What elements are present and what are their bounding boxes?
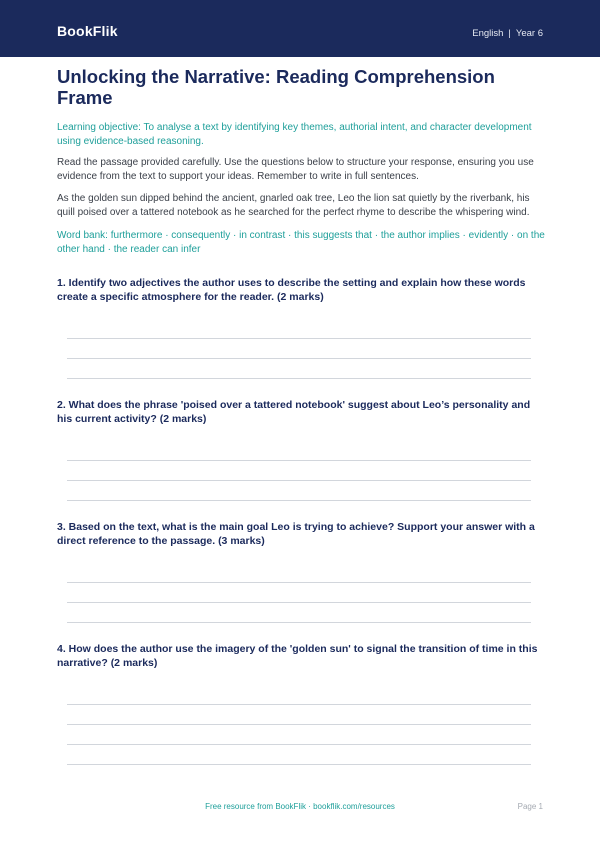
answer-line[interactable] — [67, 704, 531, 705]
answer-line[interactable] — [67, 480, 531, 481]
answer-line[interactable] — [67, 724, 531, 725]
answer-line[interactable] — [67, 500, 531, 501]
answer-line[interactable] — [67, 744, 531, 745]
answer-line[interactable] — [67, 358, 531, 359]
header-meta — [472, 28, 543, 39]
question-3: 3. Based on the text, what is the main goal Leo is trying to achieve? Support your answer with a direct reference to the passage. (3 marks) — [57, 521, 535, 547]
answer-line[interactable] — [67, 602, 531, 603]
page-number: Page 1 — [517, 802, 543, 811]
answer-line[interactable] — [67, 378, 531, 379]
reading-passage: As the golden sun dipped behind the ancient, gnarled oak tree, Leo the lion sat quietly by the riverbank, his quill poised over a tattered notebook as he searched for the perfect rhyme to describe the whispering wind. — [57, 193, 530, 218]
subject-label: English — [472, 28, 504, 39]
answer-line[interactable] — [67, 622, 531, 623]
learning-objective: Learning objective: To analyse a text by identifying key themes, authorial intent, and character development using evidence-based reasoning. — [57, 122, 532, 147]
answer-line[interactable] — [67, 460, 531, 461]
answer-line[interactable] — [67, 582, 531, 583]
question-4: 4. How does the author use the imagery of the 'golden sun' to signal the transition of time in this narrative? (2 marks) — [57, 643, 538, 669]
question-2: 2. What does the phrase 'poised over a tattered notebook' suggest about Leo’s personality and his current activity? (2 marks) — [57, 399, 531, 425]
footer-credit: Free resource from BookFlik · bookflik.com/resources — [205, 802, 395, 811]
meta-separator: | — [508, 28, 511, 39]
word-bank: Word bank: furthermore · consequently · in contrast · this suggests that · the author implies · evidently · on the other hand · the reader can infer — [57, 230, 545, 255]
worksheet-title: Unlocking the Narrative: Reading Comprehension Frame — [57, 66, 495, 108]
page-header — [0, 0, 600, 57]
question-1: 1. Identify two adjectives the author uses to describe the setting and explain how these words create a specific atmosphere for the reader. (2 marks) — [57, 277, 526, 303]
answer-line[interactable] — [67, 764, 531, 765]
year-label: Year 6 — [515, 28, 543, 39]
brand-logo: BookFlik — [57, 23, 118, 39]
instructions-text: Read the passage provided carefully. Use the questions below to structure your response, ensuring you use evidence from the text to support your ideas. Remember to write in full sentences. — [57, 157, 534, 182]
answer-line[interactable] — [67, 338, 531, 339]
